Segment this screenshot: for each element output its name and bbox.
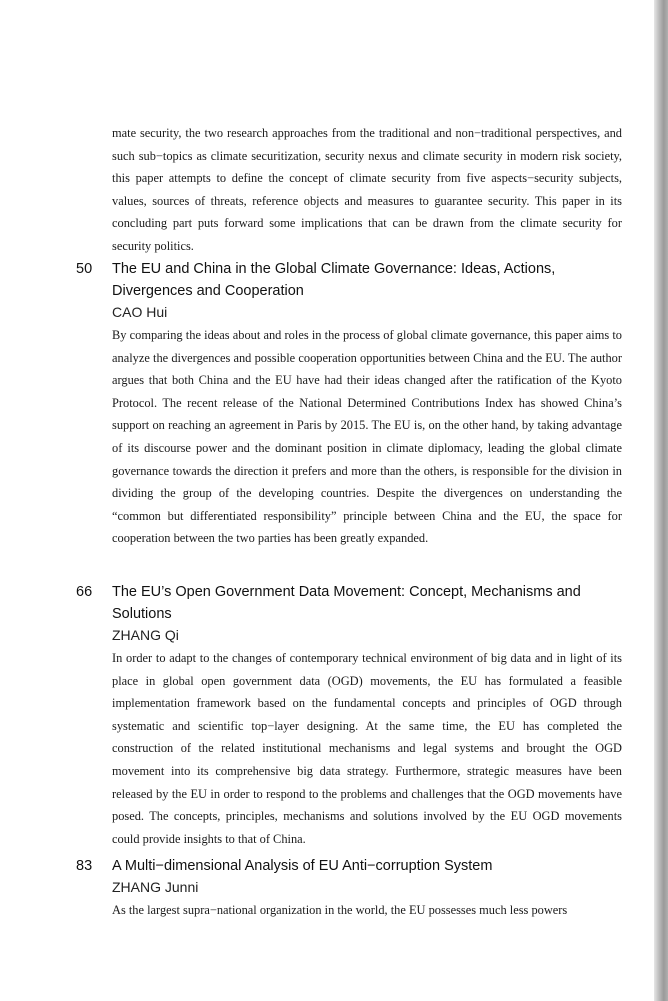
article-author: ZHANG Qi — [112, 627, 179, 643]
page-number: 50 — [76, 261, 93, 277]
page-number: 66 — [76, 584, 93, 600]
page-binding-shadow — [654, 0, 668, 1001]
toc-entry — [76, 855, 626, 922]
article-author: ZHANG Junni — [112, 879, 199, 895]
toc-entry — [76, 581, 626, 850]
article-title: The EU and China in the Global Climate Governance: Ideas, Actions, Divergences and Cooperation — [112, 261, 556, 299]
article-title: The EU’s Open Government Data Movement: Concept, Mechanisms and Solutions — [112, 584, 581, 622]
toc-entry — [76, 258, 626, 550]
article-author: CAO Hui — [112, 304, 168, 320]
article-title: A Multi−dimensional Analysis of EU Anti−corruption System — [112, 858, 493, 874]
article-abstract: In order to adapt to the changes of contemporary technical environment of big data and in light of its place in global open government data (OGD) movements, the EU has formulated a feasible implementation framework based on the fundamental concepts and principles of OGD through systematic and scientific top−layer designing. At the same time, the EU has completed the construction of the related institutional mechanisms and legal systems and brought the OGD movement into its comprehensive big data strategy. Furthermore, strategic measures have been released by the EU in order to respond to the problems and challenges that the OGD movements have posed. The concepts, principles, mechanisms and solutions involved by the EU OGD movements could provide insights to that of China. — [112, 651, 622, 846]
article-abstract: As the largest supra−national organization in the world, the EU possesses much less powers — [112, 903, 568, 917]
article-abstract: By comparing the ideas about and roles in the process of global climate governance, this paper aims to analyze the divergences and possible cooperation opportunities between China and the EU. The author argues that both China and the EU have had their ideas changed after the ratification of the Kyoto Protocol. The recent release of the National Determined Contributions Index has showed China’s support on reaching an agreement in Paris by 2015. The EU is, on the other hand, by taking advantage of its discourse power and the dominant position in climate diplomacy, leading the global climate governance towards the direction it prefers and more than the others, is responsible for the division in dividing the group of the developing countries. Despite the divergences on understanding the “common but differentiated responsibility” principle between China and the EU, the space for cooperation between the two parties has been greatly expanded. — [112, 328, 622, 546]
page-number: 83 — [76, 858, 93, 874]
previous-abstract-continuation: mate security, the two research approaches from the traditional and non−traditional perspectives, and such sub−topics as climate securitization, security nexus and climate security in modern risk society, this paper attempts to define the concept of climate security from five aspects−security subjects, values, sources of threats, reference objects and measures to guarantee security. This paper in its concluding part puts forward some implications that can be drawn from the climate security for security politics. — [112, 126, 622, 253]
